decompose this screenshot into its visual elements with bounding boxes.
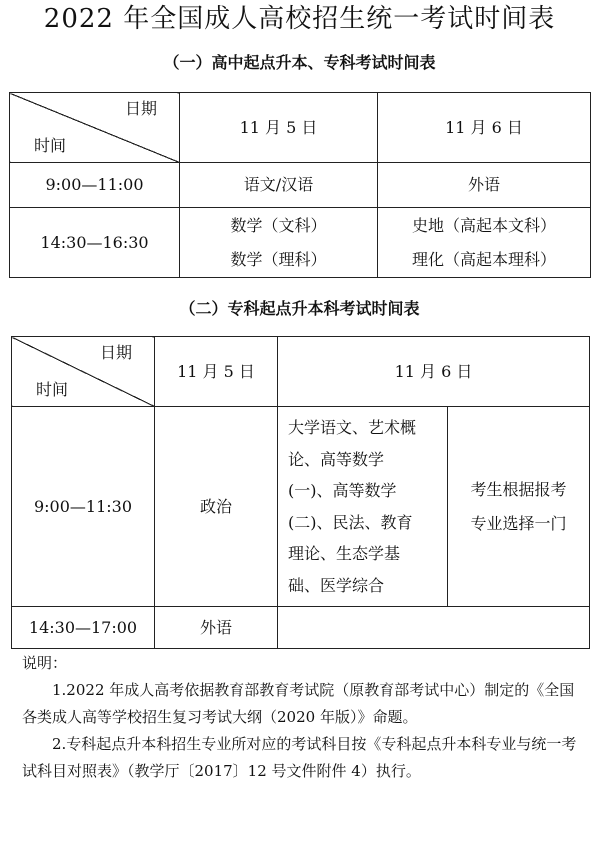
subject-cell [278, 407, 448, 607]
schedule-table-2 [11, 336, 590, 649]
subject-cell [378, 208, 591, 278]
subject-line: 理论、生态学基 [288, 544, 401, 563]
subject-line: 数学（理科） [230, 249, 327, 269]
subject-line: 大学语文、艺术概 [288, 418, 417, 437]
subject-cell [278, 607, 590, 649]
subject-line: (二)、民法、教育 [288, 512, 413, 532]
page-title: 2022 年全国成人高校招生统一考试时间表 [43, 4, 556, 34]
subject-cell [448, 407, 590, 607]
date-header-label: 日期 [99, 343, 132, 362]
table-row [12, 607, 590, 649]
schedule-table-1 [9, 92, 591, 278]
table-row [10, 208, 591, 278]
subject-cell: 语文/汉语 [180, 163, 378, 208]
subject-cell [180, 208, 378, 278]
subject-line: 理化（高起本理科） [411, 249, 556, 269]
subject-cell: 外语 [378, 163, 591, 208]
time-cell: 14:30—16:30 [10, 208, 180, 278]
date-header-label: 日期 [124, 99, 157, 118]
subject-line: 数学（文科） [230, 215, 327, 235]
subject-line: 考生根据报考 [470, 479, 567, 499]
table-row [10, 163, 591, 208]
note-item: 1.2022 年成人高考依据教育部教育考试院（原教育部考试中心）制定的《全国各类成人高等学校招生复习考试大纲（2020 年版）》命题。 [22, 681, 575, 726]
notes-section [22, 650, 582, 785]
subject-line: 论、高等数学 [288, 449, 385, 469]
time-cell: 9:00—11:30 [12, 407, 155, 607]
time-header-label: 时间 [34, 136, 67, 155]
diagonal-header-cell [12, 337, 155, 407]
table-row [12, 407, 590, 607]
subject-line: 专业选择一门 [470, 513, 567, 533]
section1-title: （一）高中起点升本、专科考试时间表 [163, 53, 436, 72]
day2-header: 11 月 6 日 [378, 93, 591, 163]
day1-header: 11 月 5 日 [155, 337, 278, 407]
subject-cell: 政治 [155, 407, 278, 607]
diagonal-header-cell [10, 93, 180, 163]
day2-header: 11 月 6 日 [278, 337, 590, 407]
note-item: 2.专科起点升本科招生专业所对应的考试科目按《专科起点升本科专业与统一考试科目对照表》（教学厅〔2017〕12 号文件附件 4）执行。 [22, 735, 577, 780]
subject-cell: 外语 [155, 607, 278, 649]
time-cell: 9:00—11:00 [10, 163, 180, 208]
subject-line: (一)、高等数学 [288, 481, 397, 500]
subject-line: 础、医学综合 [288, 575, 385, 595]
section2-title: （二）专科起点升本科考试时间表 [179, 299, 420, 318]
time-cell: 14:30—17:00 [12, 607, 155, 649]
time-header-label: 时间 [36, 380, 69, 399]
day1-header: 11 月 5 日 [180, 93, 378, 163]
notes-heading: 说明： [22, 654, 68, 672]
subject-line: 史地（高起本文科） [411, 215, 556, 235]
